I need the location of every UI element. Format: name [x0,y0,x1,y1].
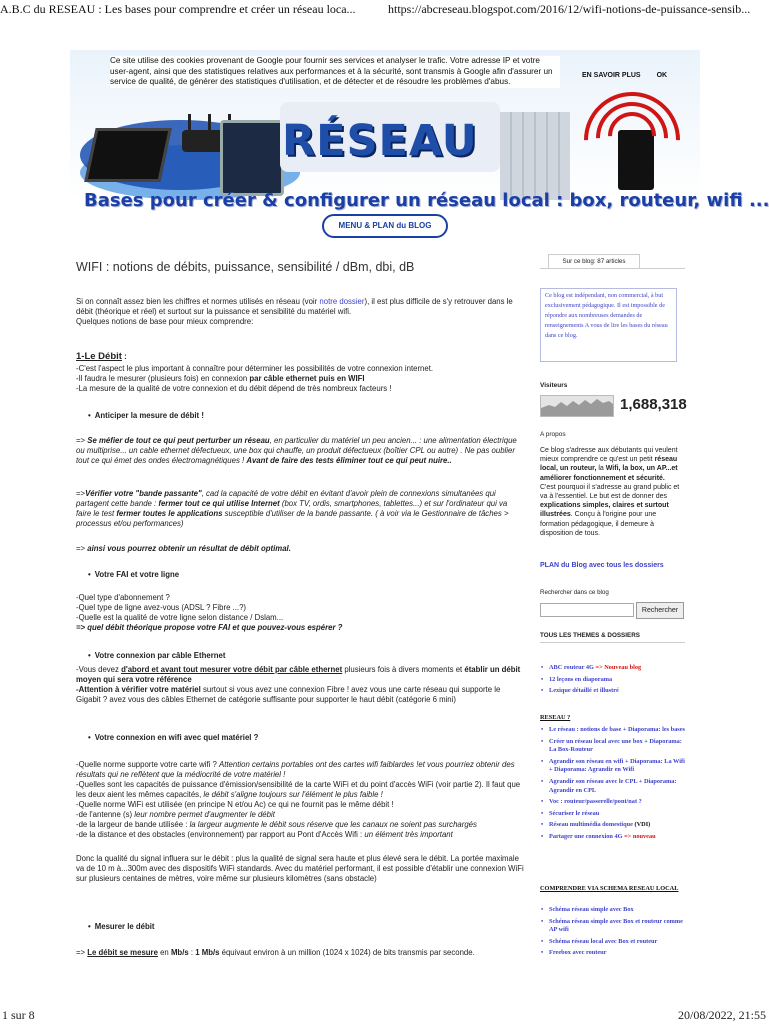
about-text: Ce blog s'adresse aux débutants qui veulent mieux comprendre ce qu'est un petit réseau local, un routeur, la Wifi, la box, un AP...et améliorer fonctionnement et sécurité. C'est pourquoi il s'adresse au grand public et va à l'essentiel. Le but est de donner des explications simples, claires et surtout illustrées. Conçu à l'origine pour une formation pédagogique, il demeure à disposition de tous. [540,447,680,537]
visitors-sparkline [541,396,613,416]
print-date: 20/08/2022, 21:55 [677,1008,766,1022]
section-heading-debit: 1-Le Débit : [76,351,127,362]
tablet-illustration [220,120,284,196]
list-item[interactable]: • Partager une connexion 4G => nouveau [540,833,685,842]
list-item[interactable]: • Le réseau : notions de base + Diaporama: les bases [540,726,685,735]
mesure-paragraph: => Le débit se mesure en Mb/s : 1 Mb/s équivaut environ à un million (1024 x 1024) de bits transmis par seconde. [76,948,475,957]
list-item[interactable]: • Agrandir son réseau avec le CPL + Diaporama: Agrandir en CPL [540,778,685,795]
visitors-count: 1,688,318 [620,396,687,413]
list-item[interactable]: • Voc : routeur/passerelle/pont/nat ? [540,798,685,807]
search-button[interactable]: Rechercher [636,602,684,619]
search-input[interactable] [540,603,634,617]
schema-list [540,906,685,961]
bullet-wifi-materiel: • Votre connexion en wifi avec quel matériel ? [88,733,258,743]
ethernet-paragraph: -Vous devez d'abord et avant tout mesurer votre débit par câble ethernet plusieurs fois à divers moments et établir un débit moyen qui sera votre référence -Attention à vérifier votre matériel surtout si vous avez une connexion Fibre ! avez vous une carte réseau qui supporte le Gigabit ? avez vous des câbles Ethernet de catégorie suffisante pour supporter le haut débit (catégorie 6 mini) [76,665,521,704]
independent-notice: Ce blog est indépendant, non commercial, à but exclusivement pédagogique. Il est impossible de répondre aux nombreuses demandes de renseignements A vous de lire les bases du réseau dans ce blog. [540,288,677,362]
list-item[interactable]: • Schéma réseau simple avec Box et routeur comme AP wifi [540,918,685,935]
print-footer [0,1006,768,1024]
cookie-ok-button[interactable]: OK [656,72,668,79]
post-title: WIFI : notions de débits, puissance, sensibilité / dBm, dbi, dB [76,260,415,274]
debit-paragraph: -C'est l'aspect le plus important à connaître pour déterminer les possibilités de votre connexion internet. -Il faudra le mesurer (plusieurs fois) en connexion par câble ethernet puis en WIFI -La mesure de la qualité de votre connexion et du débit dépend de très nombreux facteurs ! [76,364,434,393]
cookie-actions [582,72,681,79]
laptop-illustration [84,128,171,182]
stats-tab[interactable]: Sur ce blog: 87 articles [548,254,640,269]
list-item[interactable]: • Réseau multimédia domestique (VDI) [540,821,685,830]
signal-paragraph: Donc la qualité du signal influera sur le débit : plus la qualité de signal sera haute et plus élevé sera le débit. La portée maximale va de 10 m à...300m avec des dispositifs WiFi standards. Avec du matériel performant, il est possible d'établir une connexion WiFi sur plusieurs centaines de mètres, voire même sur plusieurs kilomètres (sans obstacle) [76,854,524,883]
print-page-title: A.B.C du RESEAU : Les bases pour comprendre et créer un réseau loca... [0,2,356,16]
plan-link[interactable]: PLAN du Blog avec tous les dossiers [540,562,664,569]
about-label: A propos [540,431,566,438]
divider [540,268,685,269]
intro-paragraph: Si on connaît assez bien les chiffres et normes utilisés en réseau (voir notre dossier), il est plus difficile de s'y retrouver dans le débit (théorique et réel) et surtout sur la puissance et sensibilité du matériel wifi. Quelques notions de base pour mieux comprendre: [76,297,513,326]
banner-tagline: Bases pour créer & configurer un réseau local : box, routeur, wifi ... [84,190,769,211]
visitors-label: Visiteurs [540,382,568,389]
server-illustration [500,112,570,200]
bullet-mesurer: • Mesurer le débit [88,922,155,932]
schema-heading: COMPRENDRE VIA SCHEMA RESEAU LOCAL [540,885,679,892]
list-item[interactable]: • Schéma réseau simple avec Box [540,906,685,915]
wifi-paragraph: -Quelle norme supporte votre carte wifi ? Attention certains portables ont des cartes wifi faiblardes !et vous pourriez obtenir des résultats qui ne reflètent que la médiocrité de votre matériel ! -Quelles sont les capacités de puissance d'émission/sensibilité de la carte WiFi et du point d'accès WiFi (voir partie 2). Il faut que les deux aient les mêmes capacités, le débit s'aligne toujours sur l'élément le plus faible ! -Quelle norme WiFi est utilisée (en principe N et/ou Ac) ce qui ne fournit pas le même débit ! -de l'antenne (s) leur nombre permet d'augmenter le débit -de la largeur de bande utilisée : la largeur augmente le débit sous réserve que les canaux ne soient pas surchargés -de la distance et des obstacles (environnement) par rapport au Pont d'Accès Wifi : un élément très important [76,760,521,839]
paragraph-bande-passante: =>Vérifier votre "bande passante", cad la capacité de votre débit en évitant d'avoir plein de connexions simultanées qui partagent cette bande : fermer tout ce qui utilise Internet (box TV, ordis, smartphones, tablettes...) et sur l'ordinateur qui va faire le test fermer toutes le applications susceptible d'utiliser de la bande passante. ( à voir via le Gestionnaire de tâches > processus et/ou performances) [76,489,509,528]
paragraph-perturbations: => Se méfier de tout ce qui peut perturber un réseau, en particulier du matériel un peu ancien... : une alimentation électrique ou multiprise... un cable ethernet défectueux, une box qui chauffe, un produit défectueux (boîtier CPL ou autre) . Ne pas oublier tout ce qui émet des ondes électromagnétiques ! Avant de faire des tests éliminer tout ce qui peut nuire.. [76,436,517,465]
page-number: 1 sur 8 [2,1008,35,1022]
post-body [76,260,524,957]
bullet-anticiper: • Anticiper la mesure de débit ! [88,411,204,421]
list-item[interactable]: • Sécuriser le réseau [540,810,685,819]
list-item[interactable]: • ABC routeur 4G => Nouveau blog [540,664,685,673]
list-item[interactable]: • Schéma réseau local avec Box et routeur [540,938,685,947]
search-label: Rechercher dans ce blog [540,589,609,596]
visitors-graph [540,395,614,417]
print-header [0,0,768,20]
cookie-notice-text: Ce site utilise des cookies provenant de Google pour fournir ses services et analyser le trafic. Votre adresse IP et votre user-agent, ainsi que des statistiques relatives aux performances et à la sécurité, sont transmis à Google afin d'assurer un service de qualité, de générer des statistiques d'utilisation, et de détecter et de résoudre les problèmes d'abus. [110,56,560,88]
themes-title: TOUS LES THEMES & DOSSIERS [540,632,640,639]
list-item[interactable]: • Créer un réseau local avec une box + Diaporama: La Box-Routeur [540,738,685,755]
print-url[interactable]: https://abcreseau.blogspot.com/2016/12/wifi-notions-de-puissance-sensib... [388,2,751,16]
banner-title: RÉSEAU [282,116,478,166]
bullet-fai: • Votre FAI et votre ligne [88,570,179,580]
list-item[interactable]: • 12 leçons en diaporama [540,676,685,685]
divider [540,642,685,643]
menu-plan-button[interactable]: MENU & PLAN du BLOG [322,214,448,238]
list-item[interactable]: • Agrandir son réseau en wifi + Diaporama: La Wifi + Diaporama: Agrandir en Wifi [540,758,685,775]
reseau-heading: RESEAU ? [540,714,571,721]
list-item[interactable]: • Freebox avec routeur [540,949,685,958]
paragraph-resultat: => ainsi vous pourrez obtenir un résultat de débit optimal. [76,544,291,553]
themes-list-top [540,664,685,699]
dossier-link[interactable]: notre dossier [319,297,365,306]
learn-more-link[interactable]: EN SAVOIR PLUS [582,72,641,79]
reseau-list [540,726,685,845]
fai-questions: -Quel type d'abonnement ? -Quel type de ligne avez-vous (ADSL ? Fibre ...?) -Quelle est la qualité de votre ligne selon distance / Dslam... => quel débit théorique propose votre FAI et que pouvez-vous espérer ? [76,593,343,632]
list-item[interactable]: • Lexique détaillé et illustré [540,687,685,696]
bullet-ethernet: • Votre connexion par câble Ethernet [88,651,225,661]
